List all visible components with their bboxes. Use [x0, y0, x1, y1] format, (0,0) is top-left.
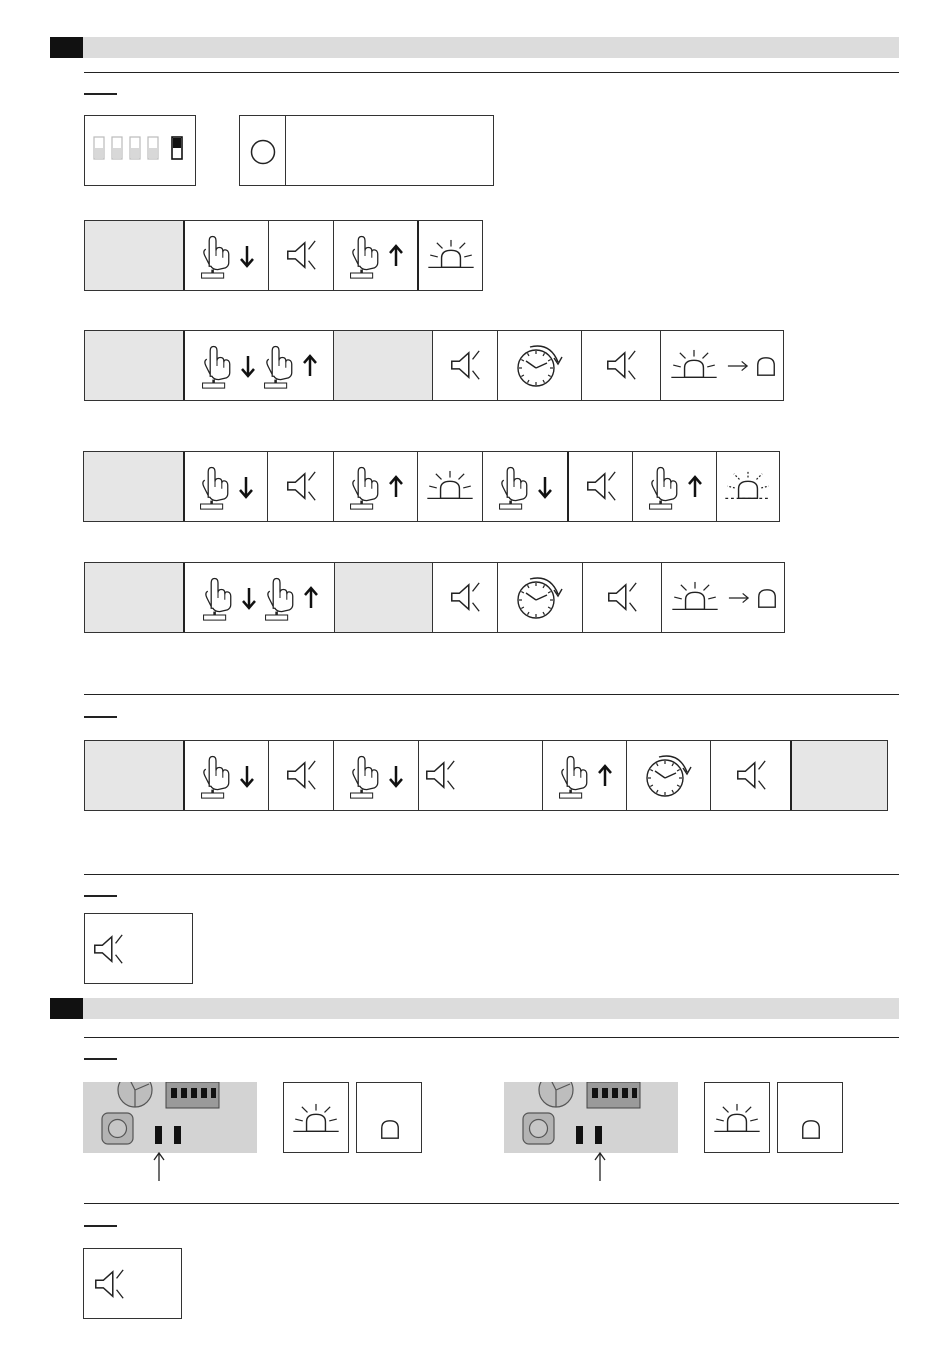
- step-marker: [84, 716, 117, 718]
- hand-press-icon: [647, 462, 681, 512]
- blank-cell: [333, 331, 432, 400]
- hand-press-icon: [348, 751, 382, 801]
- divider: [84, 1203, 899, 1204]
- buzzer-cell: [267, 452, 333, 521]
- arrow-down-icon: [240, 354, 256, 378]
- buzzer-cell: [582, 563, 661, 632]
- sequence-row-4: [84, 562, 785, 633]
- press-down-up-cell: [183, 563, 334, 632]
- buzzer-cell: [432, 563, 497, 632]
- hand-press-icon: [348, 462, 382, 512]
- buzzer-icon: [734, 757, 768, 795]
- thin-arrow-right-icon: [728, 592, 750, 604]
- buzzer-cell: [581, 331, 660, 400]
- step-marker: [84, 93, 117, 95]
- hand-press-icon: [557, 751, 591, 801]
- press-up-cell: [333, 221, 417, 290]
- hand-press-icon: [497, 462, 531, 512]
- blank-cell: [790, 741, 887, 810]
- buzzer-icon: [584, 468, 618, 506]
- warning-light-off-icon: [800, 1118, 822, 1140]
- buzzer-icon: [92, 1266, 126, 1304]
- section-header-2: [50, 998, 899, 1019]
- buzzer-cell: [567, 452, 632, 521]
- board-diagram-icon: [83, 1082, 257, 1153]
- warning-light-on-icon: [668, 581, 722, 615]
- press-up-cell: [542, 741, 626, 810]
- button-panel: [239, 115, 494, 186]
- blank-cell: [85, 331, 183, 400]
- hand-press-icon: [201, 573, 235, 623]
- warning-light-off-icon: [755, 355, 777, 377]
- warning-light-on-icon: [423, 470, 477, 504]
- press-up-cell: [632, 452, 716, 521]
- dip-switch-panel: [84, 115, 196, 186]
- light-on-panel: [283, 1082, 349, 1153]
- light-on-cell: [417, 221, 482, 290]
- arrow-down-icon: [241, 586, 257, 610]
- warning-light-on-icon: [667, 349, 721, 383]
- blank-cell: [85, 741, 183, 810]
- jumper-pointer-arrow-icon: [151, 1152, 167, 1182]
- jumper-pointer-arrow-icon: [592, 1152, 608, 1182]
- arrow-up-icon: [388, 244, 404, 268]
- divider: [84, 694, 899, 695]
- section-number-tag: [50, 37, 83, 58]
- arrow-up-icon: [388, 475, 404, 499]
- light-off-panel: [356, 1082, 422, 1153]
- control-board-image: [83, 1082, 257, 1153]
- arrow-down-icon: [388, 764, 404, 788]
- clock-icon: [643, 752, 695, 800]
- arrow-up-icon: [597, 764, 613, 788]
- press-down-up-cell: [183, 331, 333, 400]
- step-marker: [84, 1225, 117, 1227]
- hand-press-icon: [348, 231, 382, 281]
- buzzer-icon: [605, 579, 639, 617]
- divider: [84, 1037, 899, 1038]
- warning-light-flashing-icon: [721, 470, 775, 504]
- thin-arrow-right-icon: [727, 360, 749, 372]
- sequence-row-5: [84, 740, 888, 811]
- press-up-cell: [333, 452, 417, 521]
- clock-icon: [514, 574, 566, 622]
- warning-light-on-icon: [424, 239, 478, 273]
- buzzer-icon: [448, 579, 482, 617]
- hand-press-icon: [199, 231, 233, 281]
- warning-light-on-icon: [289, 1103, 343, 1137]
- buzzer-icon: [423, 757, 457, 795]
- clock-cell: [497, 563, 582, 632]
- divider: [84, 72, 899, 73]
- buzzer-cell: [268, 741, 333, 810]
- buzzer-icon: [284, 237, 318, 275]
- buzzer-cell: [418, 741, 542, 810]
- press-down-cell: [183, 741, 268, 810]
- light-off-panel: [777, 1082, 843, 1153]
- buzzer-icon: [284, 757, 318, 795]
- buzzer-icon: [604, 347, 638, 385]
- press-down-cell: [183, 221, 268, 290]
- buzzer-panel: [84, 913, 193, 984]
- arrow-down-icon: [239, 764, 255, 788]
- arrow-down-icon: [537, 475, 553, 499]
- arrow-up-icon: [302, 354, 318, 378]
- section-number-tag: [50, 998, 83, 1019]
- light-on-to-off-cell: [660, 331, 783, 400]
- sequence-row-2: [84, 330, 784, 401]
- press-down-cell: [183, 452, 267, 521]
- hand-press-icon: [199, 751, 233, 801]
- clock-icon: [514, 342, 566, 390]
- divider: [84, 874, 899, 875]
- light-on-cell: [417, 452, 482, 521]
- buzzer-icon: [448, 347, 482, 385]
- button-circle-icon: [250, 139, 276, 165]
- warning-light-off-icon: [379, 1118, 401, 1140]
- board-diagram-icon: [504, 1082, 678, 1153]
- buzzer-icon: [284, 468, 318, 506]
- hand-press-icon: [263, 573, 297, 623]
- light-on-to-off-cell: [661, 563, 784, 632]
- dip-switch-icon: [93, 136, 193, 162]
- control-board-image: [504, 1082, 678, 1153]
- step-marker: [84, 895, 117, 897]
- buzzer-cell: [710, 741, 790, 810]
- warning-light-off-icon: [756, 587, 778, 609]
- light-flashing-cell: [716, 452, 779, 521]
- blank-cell: [334, 563, 432, 632]
- hand-press-icon: [262, 341, 296, 391]
- press-down-cell: [482, 452, 567, 521]
- clock-cell: [626, 741, 710, 810]
- sequence-row-1: [84, 220, 483, 291]
- buzzer-cell: [432, 331, 497, 400]
- blank-cell: [85, 221, 183, 290]
- hand-press-icon: [200, 341, 234, 391]
- arrow-up-icon: [687, 475, 703, 499]
- sequence-row-3: [83, 451, 780, 522]
- light-on-panel: [704, 1082, 770, 1153]
- buzzer-panel: [83, 1248, 182, 1319]
- arrow-down-icon: [239, 244, 255, 268]
- blank-cell: [85, 563, 183, 632]
- buzzer-cell: [268, 221, 333, 290]
- warning-light-on-icon: [710, 1103, 764, 1137]
- step-marker: [84, 1058, 117, 1060]
- hand-press-icon: [198, 462, 232, 512]
- arrow-down-icon: [238, 475, 254, 499]
- section-header-1: [50, 37, 899, 58]
- buzzer-icon: [91, 931, 125, 969]
- press-down-cell: [333, 741, 418, 810]
- blank-cell: [84, 452, 183, 521]
- arrow-up-icon: [303, 586, 319, 610]
- clock-cell: [497, 331, 581, 400]
